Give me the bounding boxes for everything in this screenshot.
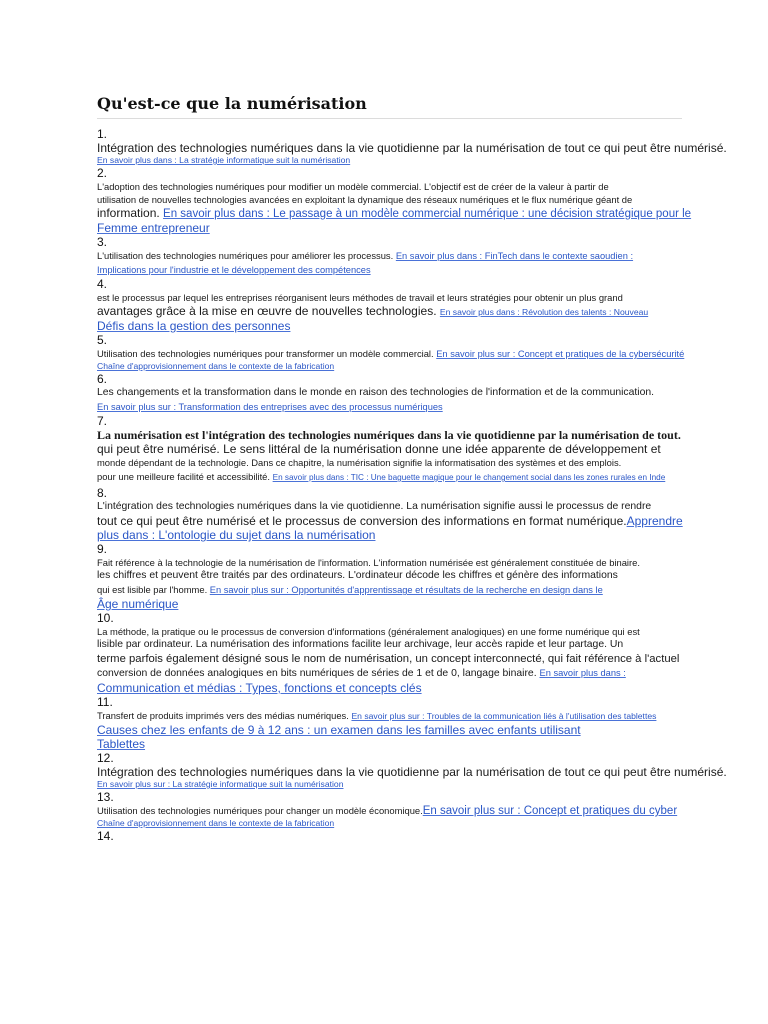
item-number: 12. xyxy=(97,751,114,765)
list-item xyxy=(97,751,727,790)
more-link-continued[interactable]: Chaîne d'approvisionnement dans le contexte de la fabrication xyxy=(97,818,335,828)
item-number: 6. xyxy=(97,372,108,386)
item-number: 14. xyxy=(97,829,114,843)
more-link[interactable]: En savoir plus dans : TIC : Une baguette magique pour le changement social dans les zones rurales en Inde xyxy=(272,473,666,482)
item-text: conversion de données analogiques en bits numériques de séries de 1 et de 0, langage binaire. xyxy=(97,668,537,679)
list-item xyxy=(97,278,717,333)
item-text: tout ce qui peut être numérisé et le processus de conversion des informations en format numérique. xyxy=(97,514,627,528)
item-text: utilisation de nouvelles technologies avancées en exploitant la dynamique des réseaux numériques et le flux numérique géant de xyxy=(97,194,633,205)
item-number: 10. xyxy=(97,611,114,625)
more-link-continued[interactable]: Chaîne d'approvisionnement dans le contexte de la fabrication xyxy=(97,361,335,371)
list-item xyxy=(97,236,717,277)
item-number: 7. xyxy=(97,414,108,428)
more-link-continued[interactable]: plus dans : L'ontologie du sujet dans la numérisation xyxy=(97,528,376,542)
item-text: monde dépendant de la technologie. Dans ce chapitre, la numérisation signifie la informatisation des systèmes et des emplois. xyxy=(97,457,622,468)
more-link[interactable]: En savoir plus sur : Opportunités d'apprentissage et résultats de la recherche en design dans le xyxy=(209,585,603,595)
item-text: Utilisation des technologies numériques pour changer un modèle économique. xyxy=(97,805,423,816)
list-item xyxy=(97,830,717,843)
more-link[interactable]: En savoir plus sur : Troubles de la communication liés à l'utilisation des tablettes xyxy=(351,711,657,721)
item-text: qui peut être numérisé. Le sens littéral de la numérisation donne une idée apparente de développement et xyxy=(97,442,661,456)
list-item xyxy=(97,612,717,695)
more-link[interactable]: Apprendre xyxy=(626,514,683,528)
list-item xyxy=(97,487,717,542)
page-title: Qu'est-ce que la numérisation xyxy=(97,94,682,119)
more-link[interactable]: En savoir plus dans : La stratégie informatique suit la numérisation xyxy=(97,155,351,165)
item-text: La méthode, la pratique ou le processus de conversion d'informations (généralement analogiques) en une forme numérique qui est xyxy=(97,626,640,637)
more-link-continued[interactable]: Causes chez les enfants de 9 à 12 ans : un examen dans les familles avec enfants utilisant xyxy=(97,723,581,737)
more-link-continued[interactable]: Tablettes xyxy=(97,737,146,751)
item-number: 13. xyxy=(97,790,114,804)
more-link[interactable]: En savoir plus dans : Révolution des talents : Nouveau xyxy=(439,307,649,317)
item-number: 3. xyxy=(97,235,108,249)
item-text: qui est lisible par l'homme. xyxy=(97,584,208,595)
item-number: 2. xyxy=(97,166,108,180)
item-text: Les changements et la transformation dans le monde en raison des technologies de l'information et de la communication. xyxy=(97,387,655,398)
item-text: Utilisation des technologies numériques pour transformer un modèle commercial. xyxy=(97,348,434,359)
list-item xyxy=(97,543,717,611)
item-number: 1. xyxy=(97,127,108,141)
item-text-bold: La numérisation est l'intégration des technologies numériques dans la vie quotidienne par la numérisation de tout. xyxy=(97,428,681,442)
item-text: information. xyxy=(97,206,160,220)
item-text: les chiffres et peuvent être traités par des ordinateurs. L'ordinateur décode les chiffres et génère des informations xyxy=(97,570,618,581)
more-link[interactable]: En savoir plus dans : xyxy=(539,668,626,678)
more-link[interactable]: En savoir plus sur : Concept et pratiques du cyber xyxy=(422,805,678,817)
more-link[interactable]: En savoir plus sur : Transformation des entreprises avec des processus numériques xyxy=(97,402,443,412)
item-text: terme parfois également désigné sous le nom de numérisation, un concept interconnecté, qui fait référence à l'actuel xyxy=(97,653,680,665)
more-link-continued[interactable]: Âge numérique xyxy=(97,597,179,611)
document-page xyxy=(97,94,727,843)
list-item xyxy=(97,127,727,166)
more-link-continued[interactable]: Communication et médias : Types, fonctions et concepts clés xyxy=(97,681,422,695)
item-number: 8. xyxy=(97,486,108,500)
more-link[interactable]: En savoir plus sur : Concept et pratiques de la cybersécurité xyxy=(436,349,685,359)
item-text: Fait référence à la technologie de la numérisation de l'information. L'information numérisée est généralement constituée de binaire. xyxy=(97,557,640,568)
list-item xyxy=(97,167,717,235)
more-link[interactable]: En savoir plus sur : La stratégie informatique suit la numérisation xyxy=(97,779,344,789)
list-item xyxy=(97,696,717,751)
more-link[interactable]: En savoir plus dans : Le passage à un modèle commercial numérique : une décision stratégique pour le xyxy=(163,208,692,220)
more-link[interactable]: En savoir plus dans : FinTech dans le contexte saoudien : xyxy=(395,251,634,261)
item-text: pour une meilleure facilité et accessibilité. xyxy=(97,471,271,482)
item-text: avantages grâce à la mise en œuvre de nouvelles technologies. xyxy=(97,304,437,318)
item-text: est le processus par lequel les entreprises réorganisent leurs méthodes de travail et leurs stratégies pour obtenir un plus grand xyxy=(97,292,623,303)
list-item xyxy=(97,373,717,414)
item-number: 11. xyxy=(97,695,113,709)
item-text: L'intégration des technologies numériques dans la vie quotidienne. La numérisation signifie aussi le processus de rendre xyxy=(97,501,652,512)
list-item xyxy=(97,334,717,372)
item-number: 5. xyxy=(97,333,108,347)
item-text: lisible par ordinateur. La numérisation des informations facilite leur archivage, leur accès rapide et leur partage. Un xyxy=(97,639,624,650)
item-number: 9. xyxy=(97,542,108,556)
list-item xyxy=(97,415,717,486)
item-text: Intégration des technologies numériques dans la vie quotidienne par la numérisation de tout ce qui peut être numérisé. xyxy=(97,765,727,779)
item-text: L'adoption des technologies numériques pour modifier un modèle commercial. L'objectif est de créer de la valeur à partir de xyxy=(97,181,609,192)
item-text: Transfert de produits imprimés vers des médias numériques. xyxy=(97,710,349,721)
item-number: 4. xyxy=(97,277,108,291)
more-link-continued[interactable]: Défis dans la gestion des personnes xyxy=(97,319,291,333)
more-link-continued[interactable]: Femme entrepreneur xyxy=(97,221,210,235)
item-text: L'utilisation des technologies numériques pour améliorer les processus. xyxy=(97,250,394,261)
list-item xyxy=(97,791,717,829)
more-link-continued[interactable]: Implications pour l'industrie et le développement des compétences xyxy=(97,265,371,275)
item-text: Intégration des technologies numériques dans la vie quotidienne par la numérisation de tout ce qui peut être numérisé. xyxy=(97,141,727,155)
